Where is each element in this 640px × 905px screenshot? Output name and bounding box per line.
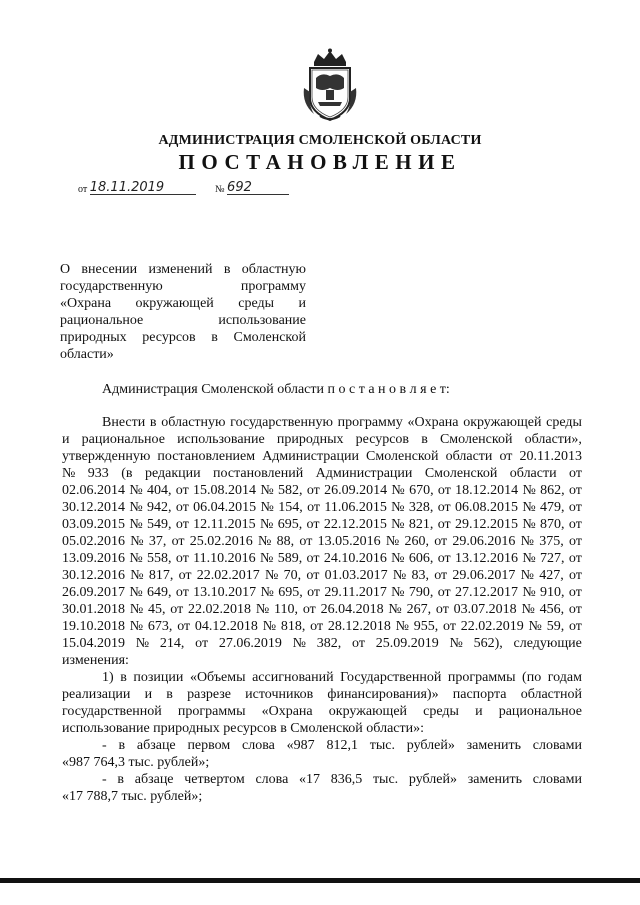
body-line: 15.04.2019 № 214, от 27.06.2019 № 382, от 25.09.2019 № 562), следующие	[62, 636, 582, 651]
body-line: утвержденную постановлением Администрации Смоленской области от 20.11.2013	[62, 449, 582, 464]
body-line: «17 788,7 тыс. рублей»;	[62, 789, 203, 804]
body-line: Внести в областную государственную программу «Охрана окружающей среды	[102, 415, 582, 430]
body-line: 05.02.2016 № 37, от 25.02.2016 № 88, от 13.05.2016 № 260, от 29.06.2016 № 375, от	[62, 534, 582, 549]
body-line: «987 764,3 тыс. рублей»;	[62, 755, 210, 770]
body-line: реализации и в разрезе источников финансирования)» паспорта областной	[62, 687, 582, 702]
smolensk-coat-of-arms-emblem	[300, 48, 360, 124]
subject-line: рациональное использование	[60, 313, 306, 328]
subject-line: природных ресурсов в Смоленской	[60, 330, 306, 345]
body-line: и рациональное использование природных ресурсов в Смоленской области»,	[62, 432, 582, 447]
subject-line: государственную программу	[60, 279, 306, 294]
number-field	[215, 180, 289, 195]
document-subject	[60, 261, 306, 363]
resolution-preamble: Администрация Смоленской области п о с т а н о в л я е т:	[102, 382, 450, 397]
body-line: изменения:	[62, 653, 129, 668]
body-line: 1) в позиции «Объемы ассигнований Государственной программы (по годам	[102, 670, 582, 685]
document-type-title: ПОСТАНОВЛЕНИЕ	[178, 150, 462, 174]
body-line: 19.10.2018 № 673, от 04.12.2018 № 818, от 28.12.2018 № 955, от 22.02.2019 № 59, от	[62, 619, 582, 634]
subject-line: О внесении изменений в областную	[60, 262, 306, 277]
subject-line: «Охрана окружающей среды и	[60, 296, 306, 311]
body-line: государственной программы «Охрана окружающей среды и рациональное	[62, 704, 582, 719]
body-line: 03.09.2015 № 549, от 12.11.2015 № 695, от 22.12.2015 № 821, от 29.12.2015 № 870, от	[62, 517, 582, 532]
date-value: 18.11.2019	[89, 180, 165, 195]
resolution-body	[62, 414, 582, 805]
date-field	[78, 180, 196, 195]
number-value: 692	[227, 180, 252, 195]
body-line: - в абзаце первом слова «987 812,1 тыс. рублей» заменить словами	[102, 738, 582, 753]
body-line: 13.09.2016 № 558, от 11.10.2016 № 589, от 24.10.2016 № 606, от 13.12.2016 № 727, от	[62, 551, 582, 566]
body-line: - в абзаце четвертом слова «17 836,5 тыс. рублей» заменить словами	[102, 772, 582, 787]
body-line: 30.12.2016 № 817, от 22.02.2017 № 70, от 01.03.2017 № 83, от 29.06.2017 № 427, от	[62, 568, 582, 583]
body-line: № 933 (в редакции постановлений Администрации Смоленской области от	[62, 466, 582, 481]
number-prefix: №	[215, 184, 225, 195]
body-line: 02.06.2014 № 404, от 15.08.2014 № 582, от 26.09.2014 № 670, от 18.12.2014 № 862, от	[62, 483, 582, 498]
body-line: 30.12.2014 № 942, от 06.04.2015 № 154, от 11.06.2015 № 328, от 06.08.2015 № 479, от	[62, 500, 582, 515]
body-line: 30.01.2018 № 45, от 22.02.2018 № 110, от 26.04.2018 № 267, от 03.07.2018 № 456, от	[62, 602, 582, 617]
subject-line: области»	[60, 347, 114, 362]
bottom-scan-edge	[0, 878, 640, 883]
body-line: использование природных ресурсов в Смоленской области»:	[62, 721, 424, 736]
agency-name: АДМИНИСТРАЦИЯ СМОЛЕНСКОЙ ОБЛАСТИ	[158, 133, 482, 148]
body-line: 26.09.2017 № 649, от 13.10.2017 № 695, от 29.11.2017 № 790, от 27.12.2017 № 910, от	[62, 585, 582, 600]
date-prefix: от	[78, 184, 88, 195]
